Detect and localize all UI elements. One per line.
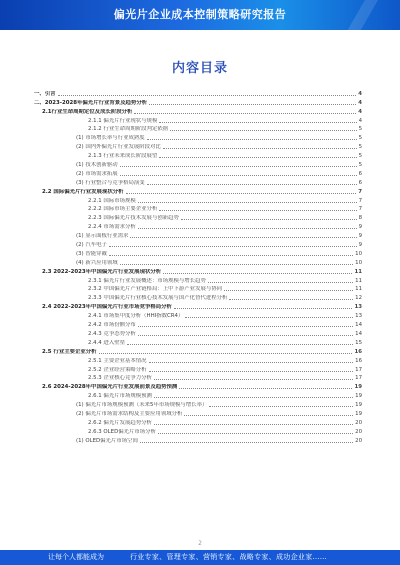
toc-leader-dots bbox=[154, 424, 353, 425]
toc-entry[interactable] bbox=[34, 275, 362, 284]
toc-entry[interactable] bbox=[34, 426, 362, 435]
toc-leader-dots bbox=[138, 326, 353, 327]
toc-entry-page: 14 bbox=[355, 322, 362, 329]
toc-entry-text: 2.4 2022-2023年中国偏光片行业市场竞争格局分析 bbox=[42, 304, 172, 311]
toc-entry-page: 7 bbox=[358, 197, 362, 204]
toc-entry-text: (2) 偏光片市场需求结构及主要应用领域分析 bbox=[76, 410, 183, 417]
toc-entry-text: 2.2.2 国际市场主要企业分析 bbox=[88, 206, 158, 213]
toc-entry-page: 16 bbox=[354, 348, 362, 355]
toc-entry-text: (2) 汽车电子 bbox=[76, 242, 107, 249]
toc-leader-dots bbox=[149, 104, 356, 105]
toc-entry-text: 2.1.3 行业未来成长阶段展望 bbox=[88, 153, 158, 160]
toc-leader-dots bbox=[159, 122, 356, 123]
toc-entry-page: 5 bbox=[358, 162, 362, 169]
toc-entry-page: 8 bbox=[358, 215, 362, 222]
toc-entry-page: 7 bbox=[358, 206, 362, 213]
toc-entry-page: 15 bbox=[355, 339, 362, 346]
toc-leader-dots bbox=[99, 353, 353, 354]
toc-leader-dots bbox=[224, 290, 353, 291]
toc-entry-text: 2.5 行业主要企业分析 bbox=[42, 348, 97, 355]
toc-entry[interactable] bbox=[34, 408, 362, 417]
toc-entry[interactable] bbox=[34, 390, 362, 399]
toc-entry-page: 7 bbox=[358, 188, 362, 195]
toc-leader-dots bbox=[147, 184, 357, 185]
toc-leader-dots bbox=[209, 406, 353, 407]
toc-entry-text: (3) 智能穿戴 bbox=[76, 250, 107, 257]
toc-leader-dots bbox=[159, 210, 356, 211]
toc-entry[interactable] bbox=[34, 212, 362, 221]
toc-entry[interactable] bbox=[34, 373, 362, 382]
toc-entry-page: 19 bbox=[355, 410, 362, 417]
toc-entry-page: 19 bbox=[355, 393, 362, 400]
toc-entry-page: 13 bbox=[354, 304, 362, 311]
footer-bar bbox=[0, 550, 400, 565]
toc-entry-page: 9 bbox=[358, 233, 362, 240]
toc-leader-dots bbox=[134, 113, 356, 114]
toc-entry[interactable] bbox=[34, 266, 362, 275]
report-title-banner: 偏光片企业成本控制策略研究报告 bbox=[0, 0, 400, 30]
toc-entry-page: 6 bbox=[358, 170, 362, 177]
toc-entry[interactable] bbox=[34, 301, 362, 310]
toc-entry[interactable] bbox=[34, 435, 362, 444]
toc-entry-page: 4 bbox=[358, 90, 362, 97]
toc-entry-text: (2) 市场需求拓展 bbox=[76, 170, 118, 177]
toc-entry-text: 2.2.4 市场需求分析 bbox=[88, 224, 136, 231]
toc-leader-dots bbox=[159, 157, 356, 158]
toc-entry[interactable] bbox=[34, 150, 362, 159]
toc-entry[interactable] bbox=[34, 230, 362, 239]
toc-entry-text: 2.6.3 OLED偏光片市场分析 bbox=[88, 428, 156, 435]
toc-entry-text: 2.6.2 偏光片发展趋势分析 bbox=[88, 419, 152, 426]
toc-leader-dots bbox=[208, 282, 353, 283]
toc-leader-dots bbox=[181, 219, 357, 220]
toc-leader-dots bbox=[130, 237, 356, 238]
toc-entry-text: 2.1.1 偏光片行业现状与规模 bbox=[88, 117, 158, 124]
toc-entry-text: (2) 国内外偏光片行业发展阶段对比 bbox=[76, 144, 161, 151]
toc-entry-text: 2.2.3 国际偏光片技术发展与创新趋势 bbox=[88, 215, 179, 222]
toc-entry-page: 20 bbox=[355, 419, 362, 426]
toc-entry[interactable] bbox=[34, 106, 362, 115]
toc-entry[interactable] bbox=[34, 257, 362, 266]
toc-entry[interactable] bbox=[34, 88, 362, 97]
toc-entry-page: 5 bbox=[358, 126, 362, 133]
toc-leader-dots bbox=[120, 264, 353, 265]
toc-entry-text: 2.4.1 市场集中度分析（HHI指数CR4） bbox=[88, 313, 184, 320]
toc-entry[interactable] bbox=[34, 115, 362, 124]
toc-entry-text: 2.5.1 主要企业基本情况 bbox=[88, 357, 147, 364]
toc-entry[interactable] bbox=[34, 355, 362, 364]
toc-entry-page: 9 bbox=[358, 224, 362, 231]
toc-leader-dots bbox=[229, 299, 353, 300]
toc-entry-text: (1) 显示面板行业需求 bbox=[76, 233, 129, 240]
toc-entry[interactable] bbox=[34, 399, 362, 408]
toc-entry-page: 11 bbox=[355, 277, 362, 284]
toc-leader-dots bbox=[174, 308, 353, 309]
toc-entry[interactable] bbox=[34, 221, 362, 230]
toc-entry[interactable] bbox=[34, 204, 362, 213]
toc-entry[interactable] bbox=[34, 346, 362, 355]
toc-entry-text: 2.3 2022-2023年中国偏光片行业发展现状分析 bbox=[42, 268, 162, 275]
toc-entry-page: 19 bbox=[355, 402, 362, 409]
toc-entry-text: 2.3.1 偏光片行业发展概述：市场规模与增长趋势 bbox=[88, 277, 206, 284]
toc-leader-dots bbox=[109, 246, 357, 247]
toc-entry-page: 5 bbox=[358, 135, 362, 142]
toc-leader-dots bbox=[158, 433, 353, 434]
toc-entry-text: 2.1.2 行业生命周期阶段判定依据 bbox=[88, 126, 169, 133]
toc-entry-text: 2.6 2024-2028年中国偏光片行业发展前景及趋势预测 bbox=[42, 384, 178, 391]
toc-entry[interactable] bbox=[34, 239, 362, 248]
toc-entry[interactable] bbox=[34, 195, 362, 204]
toc-entry-page: 11 bbox=[354, 268, 362, 275]
toc-entry-page: 4 bbox=[358, 117, 362, 124]
toc-entry-text: (3) 行业整合与竞争格局演变 bbox=[76, 179, 145, 186]
toc-leader-dots bbox=[149, 362, 354, 363]
toc-entry-page: 9 bbox=[358, 242, 362, 249]
toc-leader-dots bbox=[138, 202, 357, 203]
toc-entry-text: (4) 新兴应用领域 bbox=[76, 259, 118, 266]
toc-entry-text: 一、引言 bbox=[34, 90, 56, 97]
toc-leader-dots bbox=[127, 344, 353, 345]
toc-title: 内容目录 bbox=[171, 61, 228, 76]
toc-entry-text: 2.5.3 企业核心竞争力分析 bbox=[88, 375, 152, 382]
toc-entry-page: 10 bbox=[355, 250, 362, 257]
toc-entry-page: 10 bbox=[355, 259, 362, 266]
toc-entry[interactable] bbox=[34, 292, 362, 301]
toc-entry-page: 4 bbox=[358, 108, 362, 115]
toc-entry-text: 2.3.2 中国偏光片产业链格局：上中下游产业发展与协同 bbox=[88, 286, 223, 293]
toc-leader-dots bbox=[126, 193, 357, 194]
toc-entry[interactable] bbox=[34, 310, 362, 319]
footer-slogan: 让每个人都能成为 bbox=[48, 553, 104, 561]
toc-leader-dots bbox=[179, 388, 352, 389]
toc-entry-page: 17 bbox=[355, 366, 362, 373]
toc-entry-page: 12 bbox=[355, 295, 362, 302]
toc-leader-dots bbox=[163, 148, 357, 149]
toc-entry[interactable] bbox=[34, 284, 362, 293]
toc-entry-text: 二、2023-2028年偏光片行业背景及趋势分析 bbox=[34, 99, 148, 106]
toc-entry-text: (1) 偏光片市场规模预测（未来5年市场规模与增长率） bbox=[76, 402, 208, 409]
toc-entry[interactable] bbox=[34, 328, 362, 337]
toc-entry-page: 4 bbox=[358, 99, 362, 106]
toc-entry[interactable] bbox=[34, 417, 362, 426]
toc-leader-dots bbox=[163, 273, 352, 274]
toc-leader-dots bbox=[138, 228, 357, 229]
toc-entry-text: 2.4.4 进入壁垒 bbox=[88, 339, 125, 346]
toc-leader-dots bbox=[184, 415, 353, 416]
toc-entry-text: 2.2.1 国际市场规模 bbox=[88, 197, 136, 204]
toc-leader-dots bbox=[170, 130, 356, 131]
toc-entry-text: 2.4.2 市场份额分布 bbox=[88, 322, 136, 329]
toc-entry[interactable] bbox=[34, 337, 362, 346]
toc-entry[interactable] bbox=[34, 97, 362, 106]
toc-leader-dots bbox=[154, 397, 353, 398]
toc-entry[interactable] bbox=[34, 248, 362, 257]
toc-leader-dots bbox=[120, 175, 357, 176]
toc-entry-page: 5 bbox=[358, 153, 362, 160]
toc-entry-page: 20 bbox=[355, 428, 362, 435]
toc-entry-text: 2.2 国际偏光片行业发展现状分析 bbox=[42, 188, 124, 195]
toc-entry-page: 14 bbox=[355, 330, 362, 337]
toc-entry[interactable] bbox=[34, 159, 362, 168]
toc-entry-page: 11 bbox=[355, 286, 362, 293]
toc-entry-text: (1) 技术创新驱动 bbox=[76, 162, 118, 169]
toc-entry-page: 19 bbox=[354, 384, 362, 391]
toc-entry-page: 16 bbox=[355, 357, 362, 364]
toc-leader-dots bbox=[138, 335, 353, 336]
toc-entry-text: 2.6.1 偏光片市场规模预测 bbox=[88, 393, 152, 400]
toc-entry[interactable] bbox=[34, 132, 362, 141]
toc-entry[interactable] bbox=[34, 124, 362, 133]
toc-entry[interactable] bbox=[34, 319, 362, 328]
toc-entry-text: 2.4.3 竞争态势分析 bbox=[88, 330, 136, 337]
toc-leader-dots bbox=[58, 95, 357, 96]
toc-entry[interactable] bbox=[34, 168, 362, 177]
toc-entry[interactable] bbox=[34, 177, 362, 186]
toc-entry-text: 2.5.2 企业经营策略分析 bbox=[88, 366, 147, 373]
toc-entry-page: 20 bbox=[355, 437, 362, 444]
toc-leader-dots bbox=[149, 371, 354, 372]
toc-entry-page: 17 bbox=[355, 375, 362, 382]
toc-entry[interactable] bbox=[34, 381, 362, 390]
page-number: 2 bbox=[198, 540, 202, 547]
toc-entry[interactable] bbox=[34, 141, 362, 150]
toc-leader-dots bbox=[120, 166, 357, 167]
toc-leader-dots bbox=[140, 442, 353, 443]
toc-entry[interactable] bbox=[34, 364, 362, 373]
toc-entry-page: 5 bbox=[358, 144, 362, 151]
footer-roles: 行业专家、管理专家、营销专家、战略专家、成功企业家…… bbox=[130, 553, 328, 561]
toc-leader-dots bbox=[154, 379, 353, 380]
toc-entry-page: 6 bbox=[358, 179, 362, 186]
toc-leader-dots bbox=[147, 139, 357, 140]
table-of-contents bbox=[34, 88, 362, 444]
toc-entry-text: 2.3.3 中国偏光片行业核心技术发展与国产化替代进程分析 bbox=[88, 295, 228, 302]
toc-entry-page: 13 bbox=[355, 313, 362, 320]
toc-entry[interactable] bbox=[34, 186, 362, 195]
toc-leader-dots bbox=[185, 317, 353, 318]
toc-entry-text: 2.1行业生命周期定位及成长阶段分析 bbox=[42, 108, 133, 115]
toc-leader-dots bbox=[109, 255, 353, 256]
toc-entry-text: (1) OLED偏光片市场空间 bbox=[76, 437, 138, 444]
toc-entry-text: (1) 市场增长率与行业成熟度 bbox=[76, 135, 145, 142]
